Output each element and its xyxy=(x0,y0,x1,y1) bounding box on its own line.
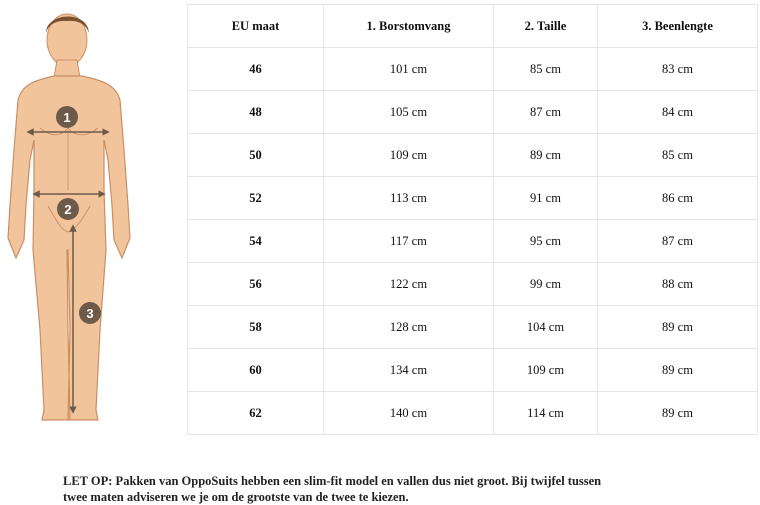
cell-chest: 113 cm xyxy=(324,177,494,220)
cell-leg-length: 85 cm xyxy=(598,134,758,177)
marker-waist-label: 2 xyxy=(64,202,72,217)
cell-chest: 122 cm xyxy=(324,263,494,306)
marker-chest-label: 1 xyxy=(63,110,71,125)
cell-eu-size: 50 xyxy=(188,134,324,177)
fit-note-line-1: LET OP: Pakken van OppoSuits hebben een slim-fit model en vallen dus niet groot. Bij twijfel tussen xyxy=(63,474,602,488)
cell-chest: 117 cm xyxy=(324,220,494,263)
cell-chest: 101 cm xyxy=(324,48,494,91)
table-row xyxy=(188,91,758,134)
cell-eu-size: 56 xyxy=(188,263,324,306)
cell-leg-length: 89 cm xyxy=(598,392,758,435)
cell-waist: 91 cm xyxy=(494,177,598,220)
cell-chest: 105 cm xyxy=(324,91,494,134)
table-row xyxy=(188,306,758,349)
cell-leg-length: 86 cm xyxy=(598,177,758,220)
marker-waist xyxy=(57,198,79,220)
table-row xyxy=(188,134,758,177)
marker-leg-label: 3 xyxy=(86,306,94,321)
marker-leg xyxy=(79,302,101,324)
fit-note xyxy=(63,473,703,505)
cell-eu-size: 60 xyxy=(188,349,324,392)
header-eu-size: EU maat xyxy=(188,5,324,48)
cell-waist: 109 cm xyxy=(494,349,598,392)
table-row xyxy=(188,177,758,220)
body-measurement-figure xyxy=(0,0,180,440)
table-row xyxy=(188,48,758,91)
cell-chest: 128 cm xyxy=(324,306,494,349)
table-row xyxy=(188,392,758,435)
cell-waist: 104 cm xyxy=(494,306,598,349)
cell-waist: 114 cm xyxy=(494,392,598,435)
cell-eu-size: 48 xyxy=(188,91,324,134)
cell-waist: 87 cm xyxy=(494,91,598,134)
cell-chest: 134 cm xyxy=(324,349,494,392)
cell-eu-size: 52 xyxy=(188,177,324,220)
cell-waist: 95 cm xyxy=(494,220,598,263)
cell-leg-length: 87 cm xyxy=(598,220,758,263)
cell-leg-length: 89 cm xyxy=(598,306,758,349)
cell-leg-length: 88 cm xyxy=(598,263,758,306)
cell-waist: 89 cm xyxy=(494,134,598,177)
table-header-row xyxy=(188,5,758,48)
header-chest: 1. Borstomvang xyxy=(324,5,494,48)
cell-leg-length: 83 cm xyxy=(598,48,758,91)
cell-waist: 99 cm xyxy=(494,263,598,306)
cell-chest: 109 cm xyxy=(324,134,494,177)
header-waist: 2. Taille xyxy=(494,5,598,48)
marker-chest xyxy=(56,106,78,128)
cell-eu-size: 54 xyxy=(188,220,324,263)
table-row xyxy=(188,263,758,306)
cell-eu-size: 46 xyxy=(188,48,324,91)
header-leg-length: 3. Beenlengte xyxy=(598,5,758,48)
cell-chest: 140 cm xyxy=(324,392,494,435)
fit-note-line-2: twee maten adviseren we je om de grootste van de twee te kiezen. xyxy=(63,490,409,504)
table-row xyxy=(188,349,758,392)
cell-eu-size: 58 xyxy=(188,306,324,349)
size-table xyxy=(187,4,758,435)
table-row xyxy=(188,220,758,263)
cell-waist: 85 cm xyxy=(494,48,598,91)
cell-eu-size: 62 xyxy=(188,392,324,435)
cell-leg-length: 89 cm xyxy=(598,349,758,392)
cell-leg-length: 84 cm xyxy=(598,91,758,134)
